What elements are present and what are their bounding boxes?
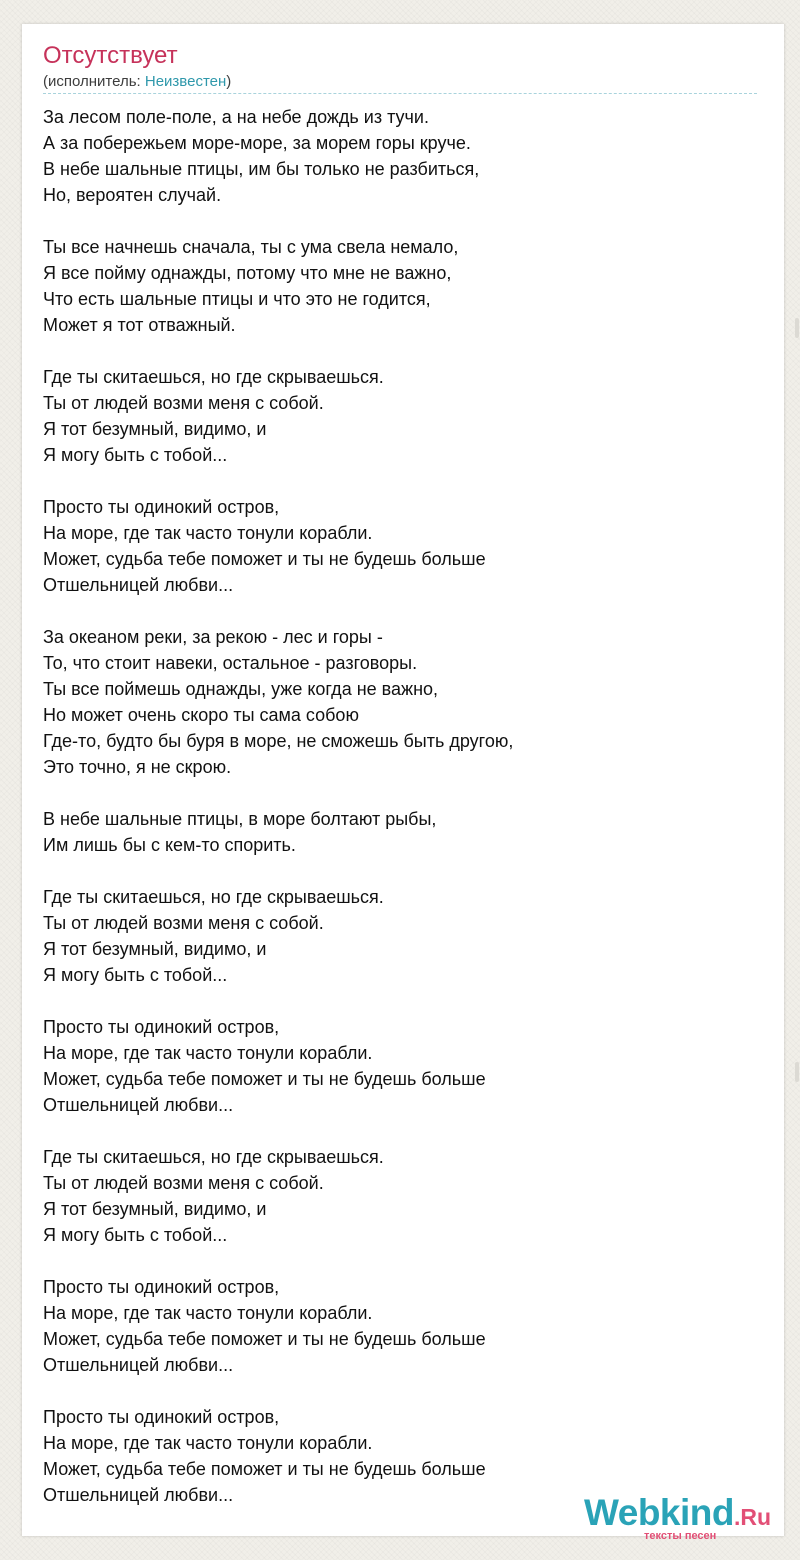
lyrics-line: Где ты скитаешься, но где скрываешься. bbox=[43, 1147, 384, 1167]
lyrics-line: Просто ты одинокий остров, bbox=[43, 497, 280, 517]
lyrics-stanza bbox=[43, 806, 758, 858]
lyrics-line: Я могу быть с тобой... bbox=[43, 965, 228, 985]
logo-tld: .Ru bbox=[734, 1504, 772, 1530]
lyrics-card bbox=[22, 24, 784, 1536]
lyrics-line: Ты от людей возми меня с собой. bbox=[43, 393, 324, 413]
lyrics-line: Ты все начнешь сначала, ты с ума свела немало, bbox=[43, 237, 459, 257]
scroll-indicator-icon bbox=[795, 1062, 799, 1082]
lyrics-line: Ты все поймешь однажды, уже когда не важно, bbox=[43, 679, 439, 699]
lyrics-line: Ты от людей возми меня с собой. bbox=[43, 913, 324, 933]
lyrics-line: Где ты скитаешься, но где скрываешься. bbox=[43, 887, 384, 907]
lyrics-line: В небе шальные птицы, им бы только не разбиться, bbox=[43, 159, 480, 179]
lyrics-line: Отшельницей любви... bbox=[43, 575, 234, 595]
lyrics-line: Просто ты одинокий остров, bbox=[43, 1407, 280, 1427]
lyrics-line: Отшельницей любви... bbox=[43, 1355, 234, 1375]
lyrics-line: Может, судьба тебе поможет и ты не будешь больше bbox=[43, 1069, 486, 1089]
lyrics-line: Я все пойму однажды, потому что мне не важно, bbox=[43, 263, 452, 283]
lyrics-line: Что есть шальные птицы и что это не годится, bbox=[43, 289, 431, 309]
lyrics-line: Может, судьба тебе поможет и ты не будешь больше bbox=[43, 549, 486, 569]
webkind-logo[interactable] bbox=[584, 1493, 780, 1541]
scroll-indicator-icon bbox=[795, 318, 799, 338]
artist-line bbox=[43, 73, 231, 91]
lyrics-line: Ты от людей возми меня с собой. bbox=[43, 1173, 324, 1193]
lyrics-line: За океаном реки, за рекою - лес и горы - bbox=[43, 627, 383, 647]
lyrics-line: Может я тот отважный. bbox=[43, 315, 236, 335]
lyrics-line: На море, где так часто тонули корабли. bbox=[43, 523, 373, 543]
song-title: Отсутствует bbox=[43, 42, 178, 69]
title-divider bbox=[43, 93, 757, 94]
lyrics-stanza bbox=[43, 364, 758, 468]
lyrics-line: А за побережьем море-море, за морем горы круче. bbox=[43, 133, 471, 153]
lyrics-line: Но, вероятен случай. bbox=[43, 185, 222, 205]
lyrics-line: Я тот безумный, видимо, и bbox=[43, 419, 267, 439]
lyrics-line: Может, судьба тебе поможет и ты не будешь больше bbox=[43, 1459, 486, 1479]
lyrics-line: Просто ты одинокий остров, bbox=[43, 1277, 280, 1297]
artist-prefix: (исполнитель: bbox=[43, 73, 145, 90]
lyrics-line: Я тот безумный, видимо, и bbox=[43, 939, 267, 959]
lyrics-line: Но может очень скоро ты сама собою bbox=[43, 705, 359, 725]
lyrics-line: Где ты скитаешься, но где скрываешься. bbox=[43, 367, 384, 387]
lyrics-line: Я могу быть с тобой... bbox=[43, 1225, 228, 1245]
lyrics-stanza bbox=[43, 1144, 758, 1248]
artist-suffix: ) bbox=[226, 73, 232, 90]
logo-name: Webkind bbox=[584, 1492, 734, 1533]
lyrics-line: В небе шальные птицы, в море болтают рыбы, bbox=[43, 809, 437, 829]
lyrics-line: Может, судьба тебе поможет и ты не будешь больше bbox=[43, 1329, 486, 1349]
lyrics-stanza bbox=[43, 104, 758, 208]
lyrics-line: За лесом поле-поле, а на небе дождь из тучи. bbox=[43, 107, 429, 127]
lyrics-stanza bbox=[43, 494, 758, 598]
lyrics-stanza bbox=[43, 884, 758, 988]
lyrics-line: На море, где так часто тонули корабли. bbox=[43, 1043, 373, 1063]
lyrics-line: На море, где так часто тонули корабли. bbox=[43, 1303, 373, 1323]
lyrics-line: Где-то, будто бы буря в море, не сможешь быть другою, bbox=[43, 731, 514, 751]
lyrics-line: На море, где так часто тонули корабли. bbox=[43, 1433, 373, 1453]
lyrics-line: То, что стоит навеки, остальное - разговоры. bbox=[43, 653, 418, 673]
lyrics-line: Им лишь бы с кем-то спорить. bbox=[43, 835, 296, 855]
lyrics-line: Я тот безумный, видимо, и bbox=[43, 1199, 267, 1219]
lyrics-stanza bbox=[43, 1014, 758, 1118]
lyrics-line: Отшельницей любви... bbox=[43, 1095, 234, 1115]
logo-tagline: тексты песен bbox=[644, 1530, 717, 1542]
lyrics-text bbox=[43, 104, 758, 1508]
lyrics-line: Я могу быть с тобой... bbox=[43, 445, 228, 465]
lyrics-line: Просто ты одинокий остров, bbox=[43, 1017, 280, 1037]
lyrics-stanza bbox=[43, 624, 758, 780]
lyrics-stanza bbox=[43, 234, 758, 338]
lyrics-stanza bbox=[43, 1274, 758, 1378]
artist-link[interactable]: Неизвестен bbox=[144, 73, 227, 90]
lyrics-line: Это точно, я не скрою. bbox=[43, 757, 232, 777]
lyrics-line: Отшельницей любви... bbox=[43, 1485, 234, 1505]
